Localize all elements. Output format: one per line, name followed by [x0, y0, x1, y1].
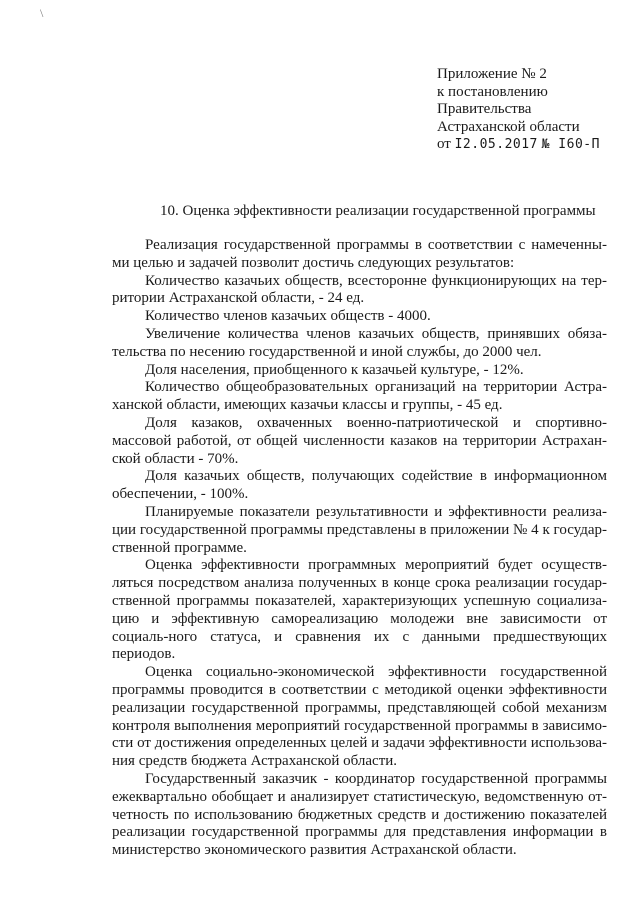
- paragraph: Оценка эффективности программных мероприятий будет осуществ-ляться посредством анализа полученных в конце срока реализации государ-ственной программы показателей, характеризующих успешную социализа-цию и эффективную самореализацию молодежи вне зависимости от социаль-ного статуса, и сравнения их с данными предшествующих периодов.: [112, 557, 607, 663]
- paragraph: Количество общеобразовательных организаций на территории Астра-ханской области, имеющих казачьи классы и группы, - 45 ед.: [112, 379, 607, 414]
- appendix-number: № I60-П: [541, 137, 600, 152]
- appendix-date: I2.05.2017: [454, 137, 538, 152]
- paragraph: Реализация государственной программы в соответствии с намеченны-ми целью и задачей позволит достичь следующих результатов:: [112, 237, 607, 271]
- appendix-ot-label: от: [437, 136, 451, 152]
- scan-mark: \: [40, 6, 44, 20]
- appendix-line-decree: к постановлению: [437, 83, 548, 100]
- paragraph: Доля казаков, охваченных военно-патриотической и спортивно-массовой работой, от общей численности казаков на территории Астрахан-ской области - 70%.: [112, 414, 607, 467]
- section-heading: 10. Оценка эффективности реализации государственной программы: [160, 203, 596, 219]
- appendix-title: Приложение № 2: [437, 66, 547, 82]
- appendix-date-line: [437, 136, 600, 154]
- document-body: [112, 237, 607, 860]
- paragraph: Количество членов казачьих обществ - 4000.: [145, 308, 431, 325]
- paragraph: Государственный заказчик - координатор государственной программы ежеквартально обобщает и анализирует статистическую, ведомственную от-четность по использованию бюджетных средств и достижению показателей реализации государственной программы для представления информации в министерство экономического развития Астраханской области.: [112, 770, 607, 859]
- paragraph: Доля населения, приобщенного к казачьей культуре, - 12%.: [145, 361, 524, 378]
- paragraph: Планируемые показатели результативности и эффективности реализа-ции государственной программы представлены в приложении № 4 к государ-ственной программе.: [112, 503, 607, 556]
- paragraph: Увеличение количества членов казачьих обществ, принявших обяза-тельства по несению государственной и иной службы, до 2000 чел.: [112, 325, 607, 360]
- paragraph: Оценка социально-экономической эффективности государственной программы проводится в соответствии с методикой оценки эффективности реализации государственной программы, представляющей собой механизм контроля выполнения мероприятий государственной программы в зависимо-сти от достижения определенных целей и задачи эффективности использова-ния средств бюджета Астраханской области.: [112, 664, 607, 770]
- paragraph: Количество казачьих обществ, всесторонне функционирующих на тер-ритории Астраханской области, - 24 ед.: [112, 272, 607, 307]
- paragraph: Доля казачьих обществ, получающих содействие в информационном обеспечении, - 100%.: [112, 468, 607, 503]
- appendix-line-government: Правительства: [437, 101, 532, 117]
- appendix-line-region: Астраханской области: [437, 118, 580, 135]
- appendix-block: [437, 66, 600, 154]
